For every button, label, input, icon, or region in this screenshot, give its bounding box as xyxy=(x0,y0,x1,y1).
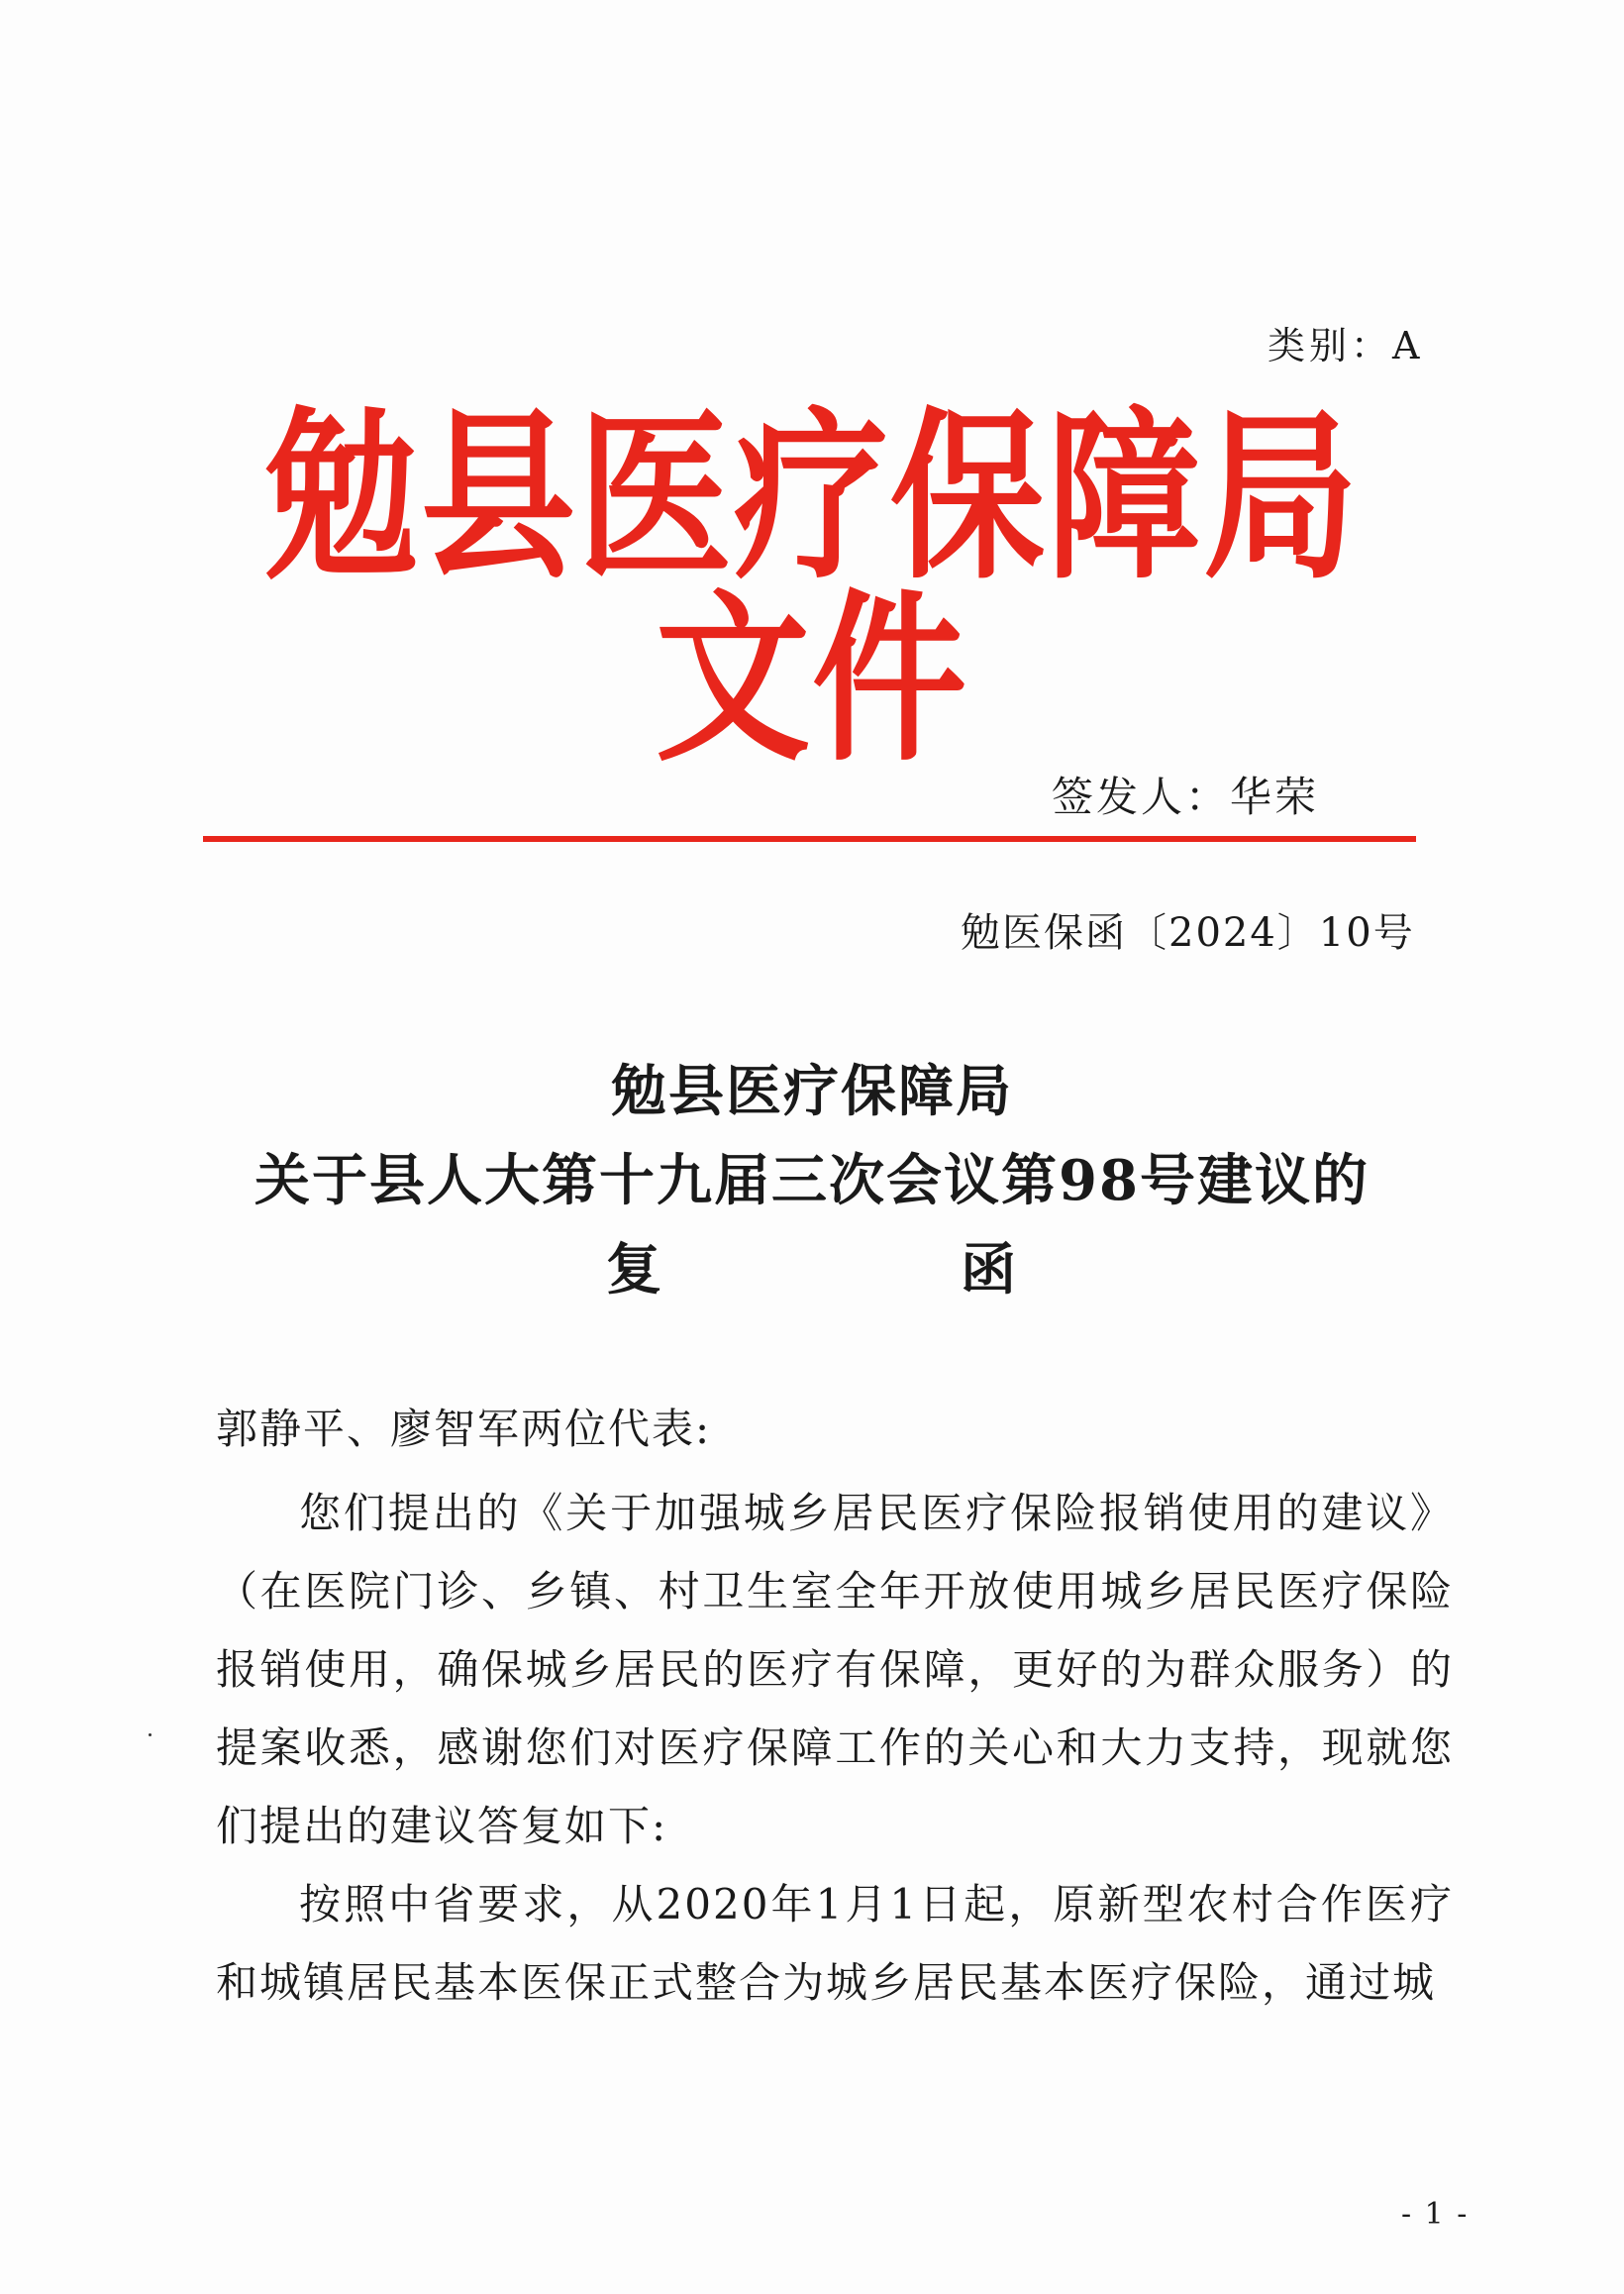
paragraph: 按照中省要求，从2020年1月1日起，原新型农村合作医疗和城镇居民基本医保正式整合为城乡居民基本医疗保险，通过城 xyxy=(216,1880,1454,2007)
title-word-han: 函 xyxy=(961,1237,1018,1303)
title-line-3 xyxy=(198,1226,1426,1305)
letter-body xyxy=(216,1474,1454,2022)
paragraph: 您们提出的《关于加强城乡居民医疗保险报销使用的建议》（在医院门诊、乡镇、村卫生室全年开放使用城乡居民医疗保险报销使用，确保城乡居民的医疗有保障，更好的为群众服务）的提案收悉，感谢您们对医疗保障工作的关心和大力支持，现就您们提出的建议答复如下: xyxy=(216,1489,1454,1850)
title-line-1: 勉县医疗保障局 xyxy=(611,1059,1013,1124)
category-label: 类别：A xyxy=(1268,324,1424,367)
scan-speck xyxy=(149,1733,152,1736)
salutation: 郭静平、廖智军两位代表: xyxy=(216,1405,712,1453)
title-line-2: 关于县人大第十九届三次会议第98号建议的 xyxy=(254,1148,1370,1213)
title-word-fu: 复 xyxy=(606,1237,663,1303)
page-number: - 1 - xyxy=(1401,2197,1470,2232)
red-divider-rule xyxy=(203,836,1416,842)
document-number: 勉医保函〔2024〕10号 xyxy=(961,910,1415,956)
signer-label: 签发人：华荣 xyxy=(1052,773,1320,821)
masthead-title: 勉县医疗保障局文件 xyxy=(264,390,1360,786)
